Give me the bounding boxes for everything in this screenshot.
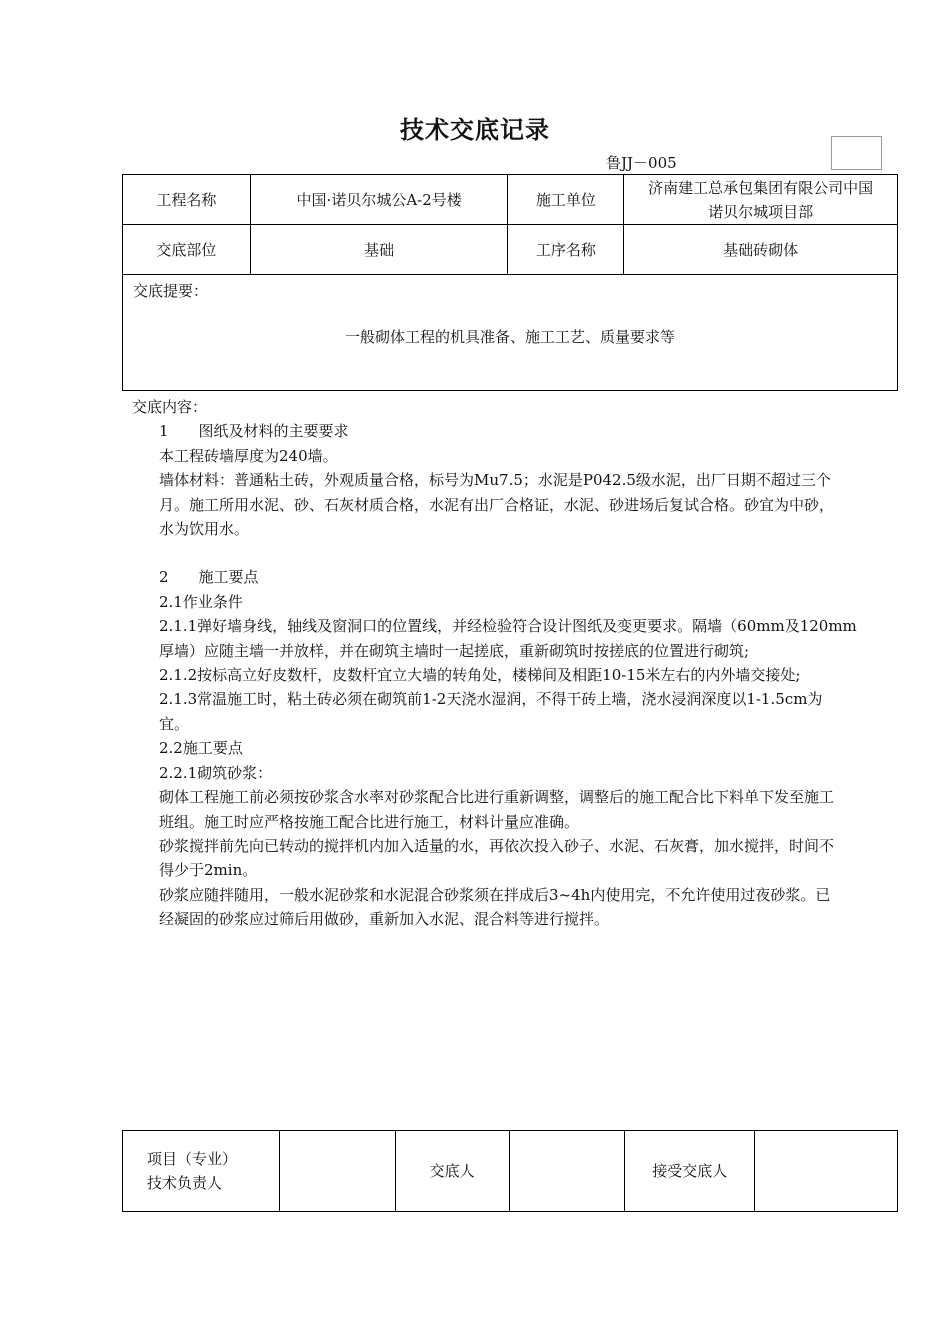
signature-table	[122, 1130, 898, 1212]
content-line: 宜。	[159, 714, 190, 733]
content-line: 2.1作业条件	[159, 592, 243, 611]
content-section	[122, 395, 922, 932]
content-line: 月。施工所用水泥、砂、石灰材质合格，水泥有出厂合格证，水泥、砂进场后复试合格。砂宜为中砂，	[159, 495, 835, 514]
blank-box	[831, 136, 882, 170]
tech-lead-label-line1: 项目（专业）	[147, 1150, 238, 1168]
content-line: 2.2.1砌筑砂浆：	[159, 763, 273, 782]
discloser-signature-field[interactable]	[509, 1131, 625, 1212]
header-table	[122, 174, 898, 391]
process-value: 基础砖砌体	[624, 225, 898, 275]
discloser-label: 交底人	[395, 1131, 509, 1212]
table-row	[123, 1131, 898, 1212]
table-row	[123, 225, 898, 275]
summary-cell	[123, 275, 898, 391]
receiver-signature-field[interactable]	[755, 1131, 898, 1212]
content-line: 砂浆搅拌前先向已转动的搅拌机内加入适量的水，再依次投入砂子、水泥、石灰膏，加水搅拌，时间不	[159, 836, 835, 855]
contractor-value-line1: 济南建工总承包集团有限公司中国	[648, 178, 874, 197]
content-line: 得少于2min。	[159, 861, 258, 880]
contractor-value	[624, 175, 898, 225]
content-line: 2 施工要点	[159, 568, 259, 587]
contractor-value-line2: 诺贝尔城项目部	[708, 202, 814, 221]
content-line: 本工程砖墙厚度为240墙。	[159, 446, 338, 465]
receiver-label: 接受交底人	[625, 1131, 755, 1212]
content-line: 砂浆应随拌随用，一般水泥砂浆和水泥混合砂浆须在拌成后3~4h内使用完，不允许使用过夜砂浆。已	[159, 885, 831, 904]
project-name-value: 中国·诺贝尔城公A-2号楼	[250, 175, 508, 225]
part-value: 基础	[250, 225, 508, 275]
content-line: 砌体工程施工前必须按砂浆含水率对砂浆配合比进行重新调整，调整后的施工配合比下料单下发至施工	[159, 788, 835, 807]
table-row	[123, 175, 898, 225]
content-line: 2.1.2按标高立好皮数杆，皮数杆宜立大墙的转角处，楼梯间及相距10-15米左右的内外墙交接处;	[159, 666, 801, 685]
process-label: 工序名称	[508, 225, 624, 275]
summary-label: 交底提要：	[133, 282, 209, 300]
content-line: 2.2施工要点	[159, 739, 243, 758]
content-line: 2.1.1弹好墙身线，轴线及窗洞口的位置线，并经检验符合设计图纸及变更要求。隔墙（60mm及120mm	[159, 617, 857, 636]
tech-lead-label	[123, 1131, 280, 1212]
content-line: 1 图纸及材料的主要要求	[159, 422, 349, 441]
content-line: 经凝固的砂浆应过筛后用做砂，重新加入水泥、混合料等进行搅拌。	[159, 910, 610, 929]
tech-lead-signature-field[interactable]	[279, 1131, 395, 1212]
table-row	[123, 275, 898, 391]
document-code: 鲁JJ－005	[606, 154, 677, 172]
content-line: 水为饮用水。	[159, 520, 250, 539]
content-line-blank	[122, 541, 922, 565]
content-label: 交底内容：	[132, 398, 208, 416]
content-line: 墙体材料：普通粘土砖，外观质量合格，标号为Mu7.5；水泥是P042.5级水泥，出厂日期不超过三个	[159, 471, 831, 490]
summary-text: 一般砌体工程的机具准备、施工工艺、质量要求等	[344, 328, 675, 346]
contractor-label: 施工单位	[508, 175, 624, 225]
part-label: 交底部位	[123, 225, 251, 275]
content-line: 班组。施工时应严格按施工配合比进行施工，材料计量应准确。	[159, 812, 580, 831]
content-line: 厚墙）应随主墙一并放样，并在砌筑主墙时一起搓底，重新砌筑时按搓底的位置进行砌筑;	[159, 641, 750, 660]
content-line: 2.1.3常温施工时，粘土砖必须在砌筑前1-2天浇水湿润，不得干砖上墙，浇水浸润深度以1-1.5cm为	[159, 690, 823, 709]
page-title: 技术交底记录	[400, 115, 550, 144]
tech-lead-label-line2: 技术负责人	[147, 1174, 223, 1192]
project-name-label: 工程名称	[123, 175, 251, 225]
